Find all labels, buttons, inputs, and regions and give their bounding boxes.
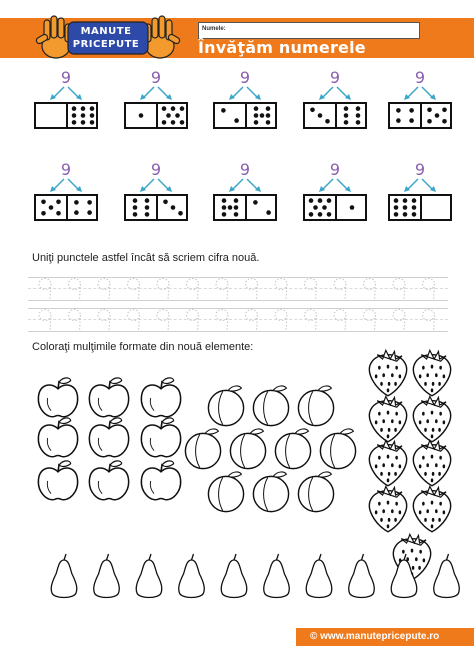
domino-pip [396,108,401,113]
domino-pip [266,120,271,125]
domino-pip [234,212,239,217]
domino-left-half [126,196,156,219]
split-arrows-icon [400,85,440,101]
apple-icon [38,378,77,417]
domino-pip [234,198,239,203]
domino-tile [388,102,452,129]
domino-pip [396,118,401,123]
domino-pip [171,106,176,111]
domino-pip [409,108,414,113]
peach-icon [253,472,288,512]
domino-pip [266,106,271,111]
domino-tile [213,194,277,221]
dotted-digit [423,279,435,301]
dotted-digit [128,279,140,301]
footer-bar [296,628,474,646]
domino-left-half [36,196,66,219]
domino-pip [56,211,61,216]
dotted-digit [275,310,287,332]
domino-left-half [215,104,245,127]
dotted-digit [128,310,140,332]
domino-item [213,162,277,222]
domino-pip [221,108,226,113]
split-arrows-icon [225,177,265,193]
domino-pip [166,113,171,118]
apple-icon [38,418,77,457]
domino-pip [435,113,440,118]
pear-icon [306,554,332,598]
domino-pip [344,120,349,125]
dotted-digit [98,279,110,301]
domino-pip [260,113,265,118]
dotted-digit [157,310,169,332]
domino-right-half [337,104,367,127]
dotted-digit [39,279,51,301]
dotted-digit [334,310,346,332]
domino-tile [213,102,277,129]
domino-left-half [390,196,420,219]
domino-pip [327,198,332,203]
domino-left-half [36,104,66,127]
domino-item [124,162,188,222]
domino-pip [87,200,92,205]
domino-pip [394,205,399,210]
domino-pip [254,106,259,111]
domino-pip [344,106,349,111]
domino-pip [133,198,138,203]
domino-pip [145,198,150,203]
domino-pip [442,119,447,124]
domino-left-half [305,104,335,127]
domino-pip [309,212,314,217]
domino-item [388,162,452,222]
dotted-digit [69,279,81,301]
domino-pip [90,120,95,125]
target-number: 9 [414,160,426,179]
target-number: 9 [239,68,251,87]
domino-pip [322,205,327,210]
domino-right-half [422,104,452,127]
target-number: 9 [239,160,251,179]
domino-tile [34,194,98,221]
domino-pip [310,108,315,113]
strawberry-icon [413,350,450,395]
logo-line-2: PRICEPUTE [72,39,140,50]
apple-icon [141,461,180,500]
split-arrows-icon [136,85,176,101]
domino-pip [81,120,86,125]
domino-pip [234,205,239,210]
apple-icon [141,418,180,457]
domino-pip [356,120,361,125]
domino-pip [318,198,323,203]
domino-pip [74,210,79,215]
target-number: 9 [329,68,341,87]
domino-pip [412,205,417,210]
peach-icon [298,386,333,426]
domino-right-half [68,104,98,127]
pear-icon [434,554,460,598]
trace-row-1[interactable] [28,275,448,305]
split-arrows-icon [400,177,440,193]
dotted-digit [157,279,169,301]
logo-hands-icon [20,12,190,62]
pear-icon [179,554,205,598]
site-logo [20,12,190,62]
domino-tile [34,102,98,129]
color-instruction: Coloraţi mulţimile formate din nouă elemente: [32,341,254,353]
dotted-digit [364,279,376,301]
target-number: 9 [60,68,72,87]
domino-pip [222,205,227,210]
dotted-digit [393,279,405,301]
strawberry-icon [413,396,450,441]
domino-pip [318,212,323,217]
domino-item [303,162,367,222]
domino-pip [178,211,183,216]
domino-pip [72,106,77,111]
split-arrows-icon [315,85,355,101]
domino-pip [90,113,95,118]
apple-icon [89,418,128,457]
pear-icon [221,554,247,598]
dotted-digit [423,310,435,332]
dotted-digit [98,310,110,332]
domino-pip [72,113,77,118]
dotted-digit [187,310,199,332]
page-header [0,12,474,62]
domino-right-half [158,196,188,219]
split-arrows-icon [46,177,86,193]
strawberry-icon [369,440,406,485]
domino-pip [171,205,176,210]
peach-icon [230,429,265,469]
domino-pip [139,113,144,118]
domino-right-half [158,104,188,127]
page-title: Învăţăm numerele [198,38,366,57]
domino-pip [180,106,185,111]
domino-pip [254,113,259,118]
domino-pip [254,120,259,125]
dotted-digit [393,310,405,332]
peach-icon [208,386,243,426]
dotted-digit [364,310,376,332]
name-field[interactable] [198,22,420,39]
domino-right-half [337,196,367,219]
domino-pip [180,120,185,125]
pear-icon [264,554,290,598]
domino-pip [234,118,239,123]
domino-left-half [126,104,156,127]
domino-item [213,70,277,130]
split-arrows-icon [46,85,86,101]
domino-pip [49,205,54,210]
footer-website: © www.manutepricepute.ro [310,631,440,642]
domino-pip [266,210,271,215]
domino-pip [266,113,271,118]
domino-pip [253,200,258,205]
domino-left-half [215,196,245,219]
name-field-label: Numele: [202,26,226,32]
pear-icon [349,554,375,598]
domino-pip [162,106,167,111]
domino-pip [81,106,86,111]
domino-item [124,70,188,130]
domino-right-half [247,196,277,219]
apple-icon [141,378,180,417]
target-number: 9 [329,160,341,179]
domino-tile [124,194,188,221]
dotted-digit [69,310,81,332]
domino-pip [90,106,95,111]
peach-icon [185,429,220,469]
domino-pip [356,106,361,111]
apple-icon [89,461,128,500]
domino-pip [87,210,92,215]
domino-pip [412,212,417,217]
strawberry-icon [369,350,406,395]
apple-icon [38,461,77,500]
domino-pip [41,200,46,205]
domino-pip [412,198,417,203]
domino-tile [303,102,367,129]
domino-pip [394,198,399,203]
dotted-digit [275,279,287,301]
trace-row-2[interactable] [28,306,448,336]
domino-pip [72,120,77,125]
dotted-digit [334,279,346,301]
domino-pip [163,200,168,205]
domino-pip [403,205,408,210]
split-arrows-icon [315,177,355,193]
domino-pip [222,198,227,203]
trace-instruction: Uniţi punctele astfel încât să scriem cifra nouă. [32,252,260,264]
dotted-digit [246,279,258,301]
domino-pip [228,205,233,210]
domino-tile [303,194,367,221]
peach-icon [298,472,333,512]
strawberry-icon [369,486,406,531]
target-number: 9 [414,68,426,87]
domino-pip [427,119,432,124]
domino-right-half [68,196,98,219]
domino-pip [344,113,349,118]
dotted-digit [216,279,228,301]
strawberry-icon [413,486,450,531]
domino-left-half [390,104,420,127]
dotted-digit [39,310,51,332]
pear-icon [51,554,77,598]
domino-pip [175,113,180,118]
target-number: 9 [150,68,162,87]
domino-pip [145,212,150,217]
domino-pip [145,205,150,210]
domino-pip [74,200,79,205]
domino-pip [350,205,355,210]
target-number: 9 [150,160,162,179]
domino-pip [222,212,227,217]
domino-pip [162,120,167,125]
strawberry-icon [413,440,450,485]
domino-item [34,162,98,222]
domino-left-half [305,196,335,219]
domino-pip [318,113,323,118]
domino-item [388,70,452,130]
domino-tile [124,102,188,129]
domino-pip [325,119,330,124]
domino-tile [388,194,452,221]
dotted-digit [187,279,199,301]
domino-right-half [247,104,277,127]
peach-icon [275,429,310,469]
domino-pip [56,200,61,205]
domino-pip [394,212,399,217]
logo-line-1: MANUTE [80,26,132,37]
domino-pip [309,198,314,203]
strawberry-icon [369,396,406,441]
split-arrows-icon [136,177,176,193]
pear-icon [136,554,162,598]
peach-icon [253,386,288,426]
domino-pip [409,118,414,123]
pear-icon [94,554,120,598]
domino-pip [171,120,176,125]
split-arrows-icon [225,85,265,101]
target-number: 9 [60,160,72,179]
domino-pip [403,212,408,217]
domino-pip [41,211,46,216]
domino-pip [133,205,138,210]
domino-pip [313,205,318,210]
dotted-digit [246,310,258,332]
apple-icon [89,378,128,417]
domino-right-half [422,196,452,219]
domino-pip [356,113,361,118]
domino-pip [81,113,86,118]
domino-item [303,70,367,130]
domino-pip [133,212,138,217]
dotted-digit [216,310,228,332]
peach-icon [320,429,355,469]
domino-pip [327,212,332,217]
domino-pip [403,198,408,203]
domino-pip [427,108,432,113]
domino-item [34,70,98,130]
fruit-illustrations [0,340,474,640]
dotted-digit [305,310,317,332]
dotted-digit [305,279,317,301]
domino-pip [442,108,447,113]
peach-icon [208,472,243,512]
